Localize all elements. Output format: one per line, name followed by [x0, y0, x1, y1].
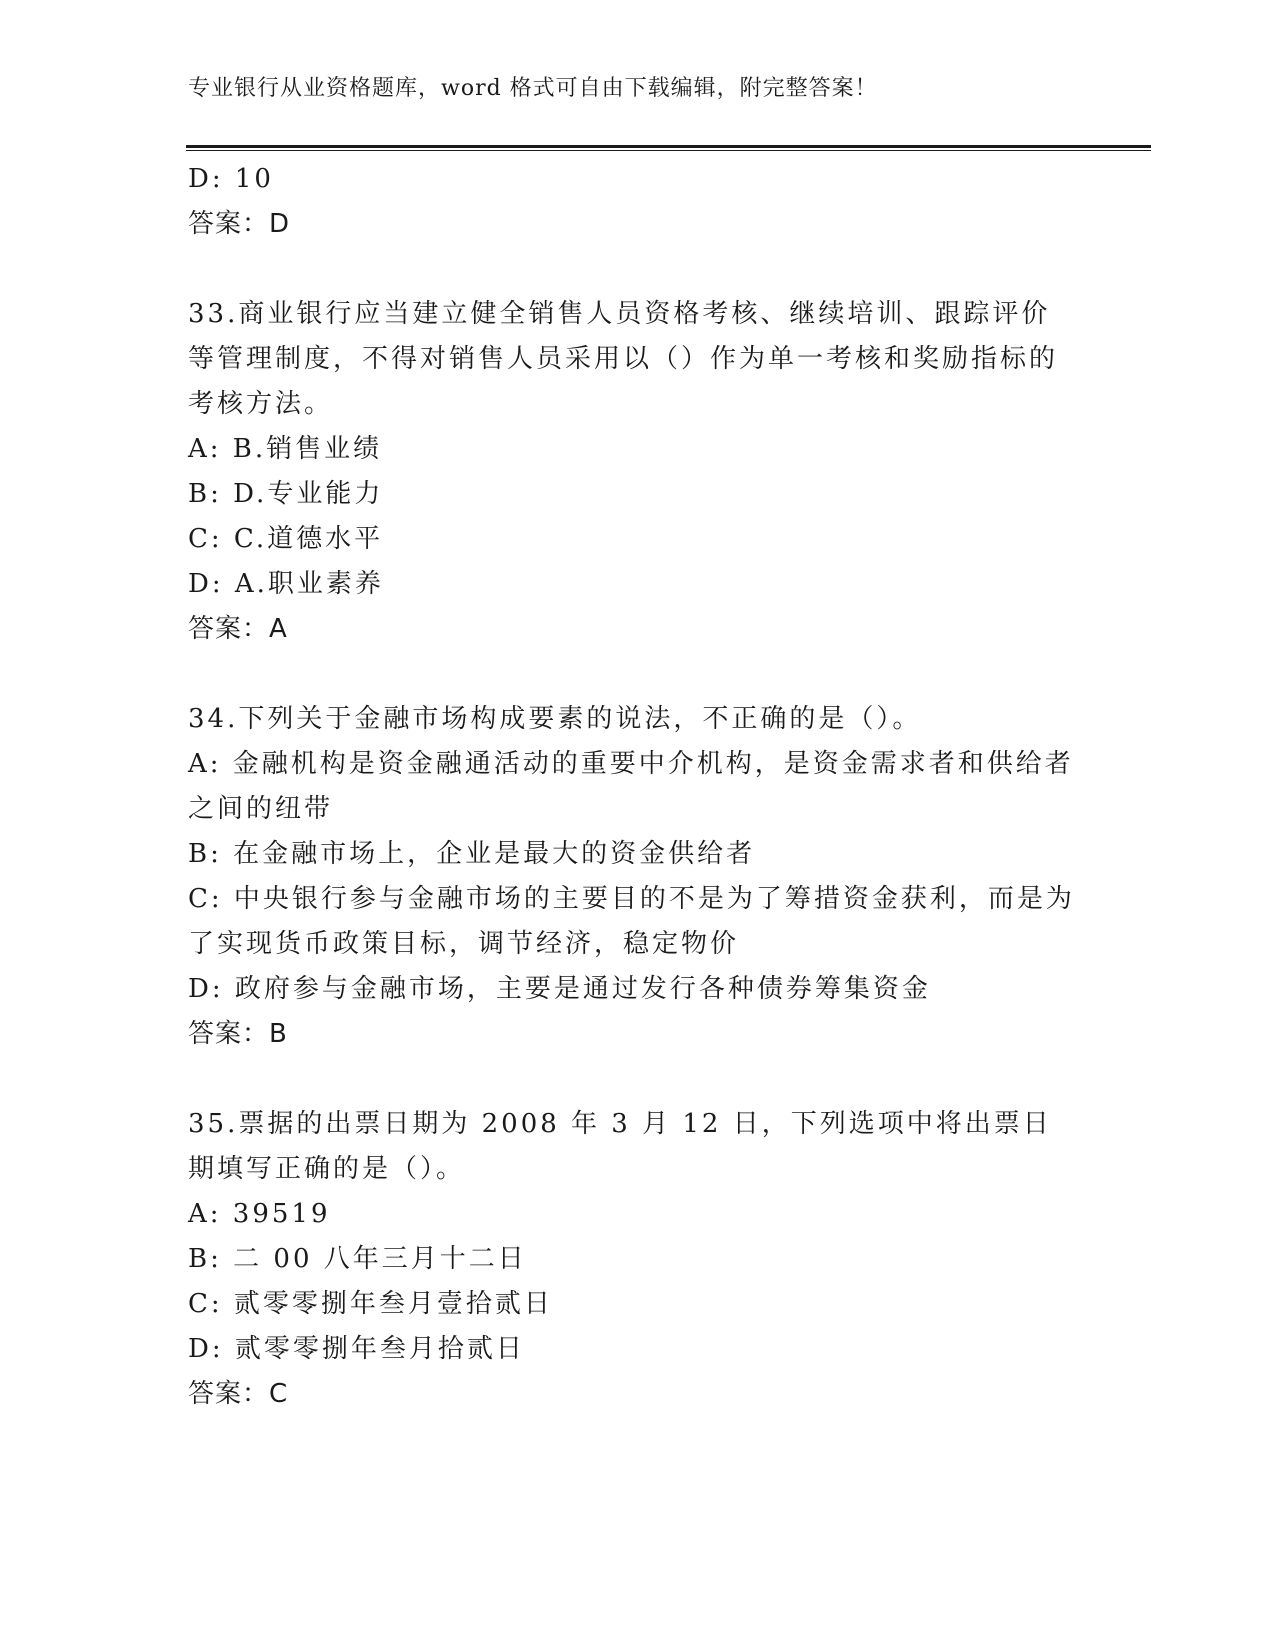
carry-over-answer: 答案：D: [188, 209, 291, 239]
question-stem: 33.商业银行应当建立健全销售人员资格考核、继续培训、跟踪评价等管理制度，不得对销售人员采用以（）作为单一考核和奖励指标的考核方法。: [188, 299, 1059, 419]
option-d: D: 政府参与金融市场，主要是通过发行各种债券筹集资金: [188, 974, 931, 1004]
question-35: [188, 1102, 1078, 1417]
question-answer: 答案：A: [188, 614, 288, 644]
spacer: [188, 247, 1078, 292]
option-c: C: C.道德水平: [188, 524, 384, 554]
question-stem: 35.票据的出票日期为 2008 年 3 月 12 日，下列选项中将出票日期填写正确的是（）。: [188, 1109, 1052, 1184]
question-answer: 答案：C: [188, 1379, 289, 1409]
option-b: B: 在金融市场上，企业是最大的资金供给者: [188, 839, 756, 869]
option-b: B: D.专业能力: [188, 479, 384, 509]
option-b: B: 二 00 八年三月十二日: [188, 1244, 527, 1274]
question-answer: 答案：B: [188, 1019, 288, 1049]
option-c: C: 中央银行参与金融市场的主要目的不是为了筹措资金获利，而是为了实现货币政策目标，调节经济，稳定物价: [188, 884, 1075, 959]
question-34: [188, 697, 1078, 1057]
option-a: A: 39519: [188, 1199, 331, 1229]
carry-over-option-d: D: 10: [188, 164, 274, 194]
spacer: [188, 1057, 1078, 1102]
spacer: [188, 652, 1078, 697]
option-d: D: 贰零零捌年叁月拾贰日: [188, 1334, 525, 1364]
question-stem: 34.下列关于金融市场构成要素的说法，不正确的是（）。: [188, 704, 922, 734]
document-body: [188, 157, 1078, 1417]
option-d: D: A.职业素养: [188, 569, 384, 599]
page-header: 专业银行从业资格题库，word 格式可自由下载编辑，附完整答案！: [188, 76, 878, 101]
option-a: A: 金融机构是资金融通活动的重要中介机构，是资金需求者和供给者之间的纽带: [188, 749, 1074, 824]
question-33: [188, 292, 1078, 652]
option-c: C: 贰零零捌年叁月壹拾贰日: [188, 1289, 553, 1319]
header-rule: [186, 145, 1151, 151]
option-a: A: B.销售业绩: [188, 434, 383, 464]
